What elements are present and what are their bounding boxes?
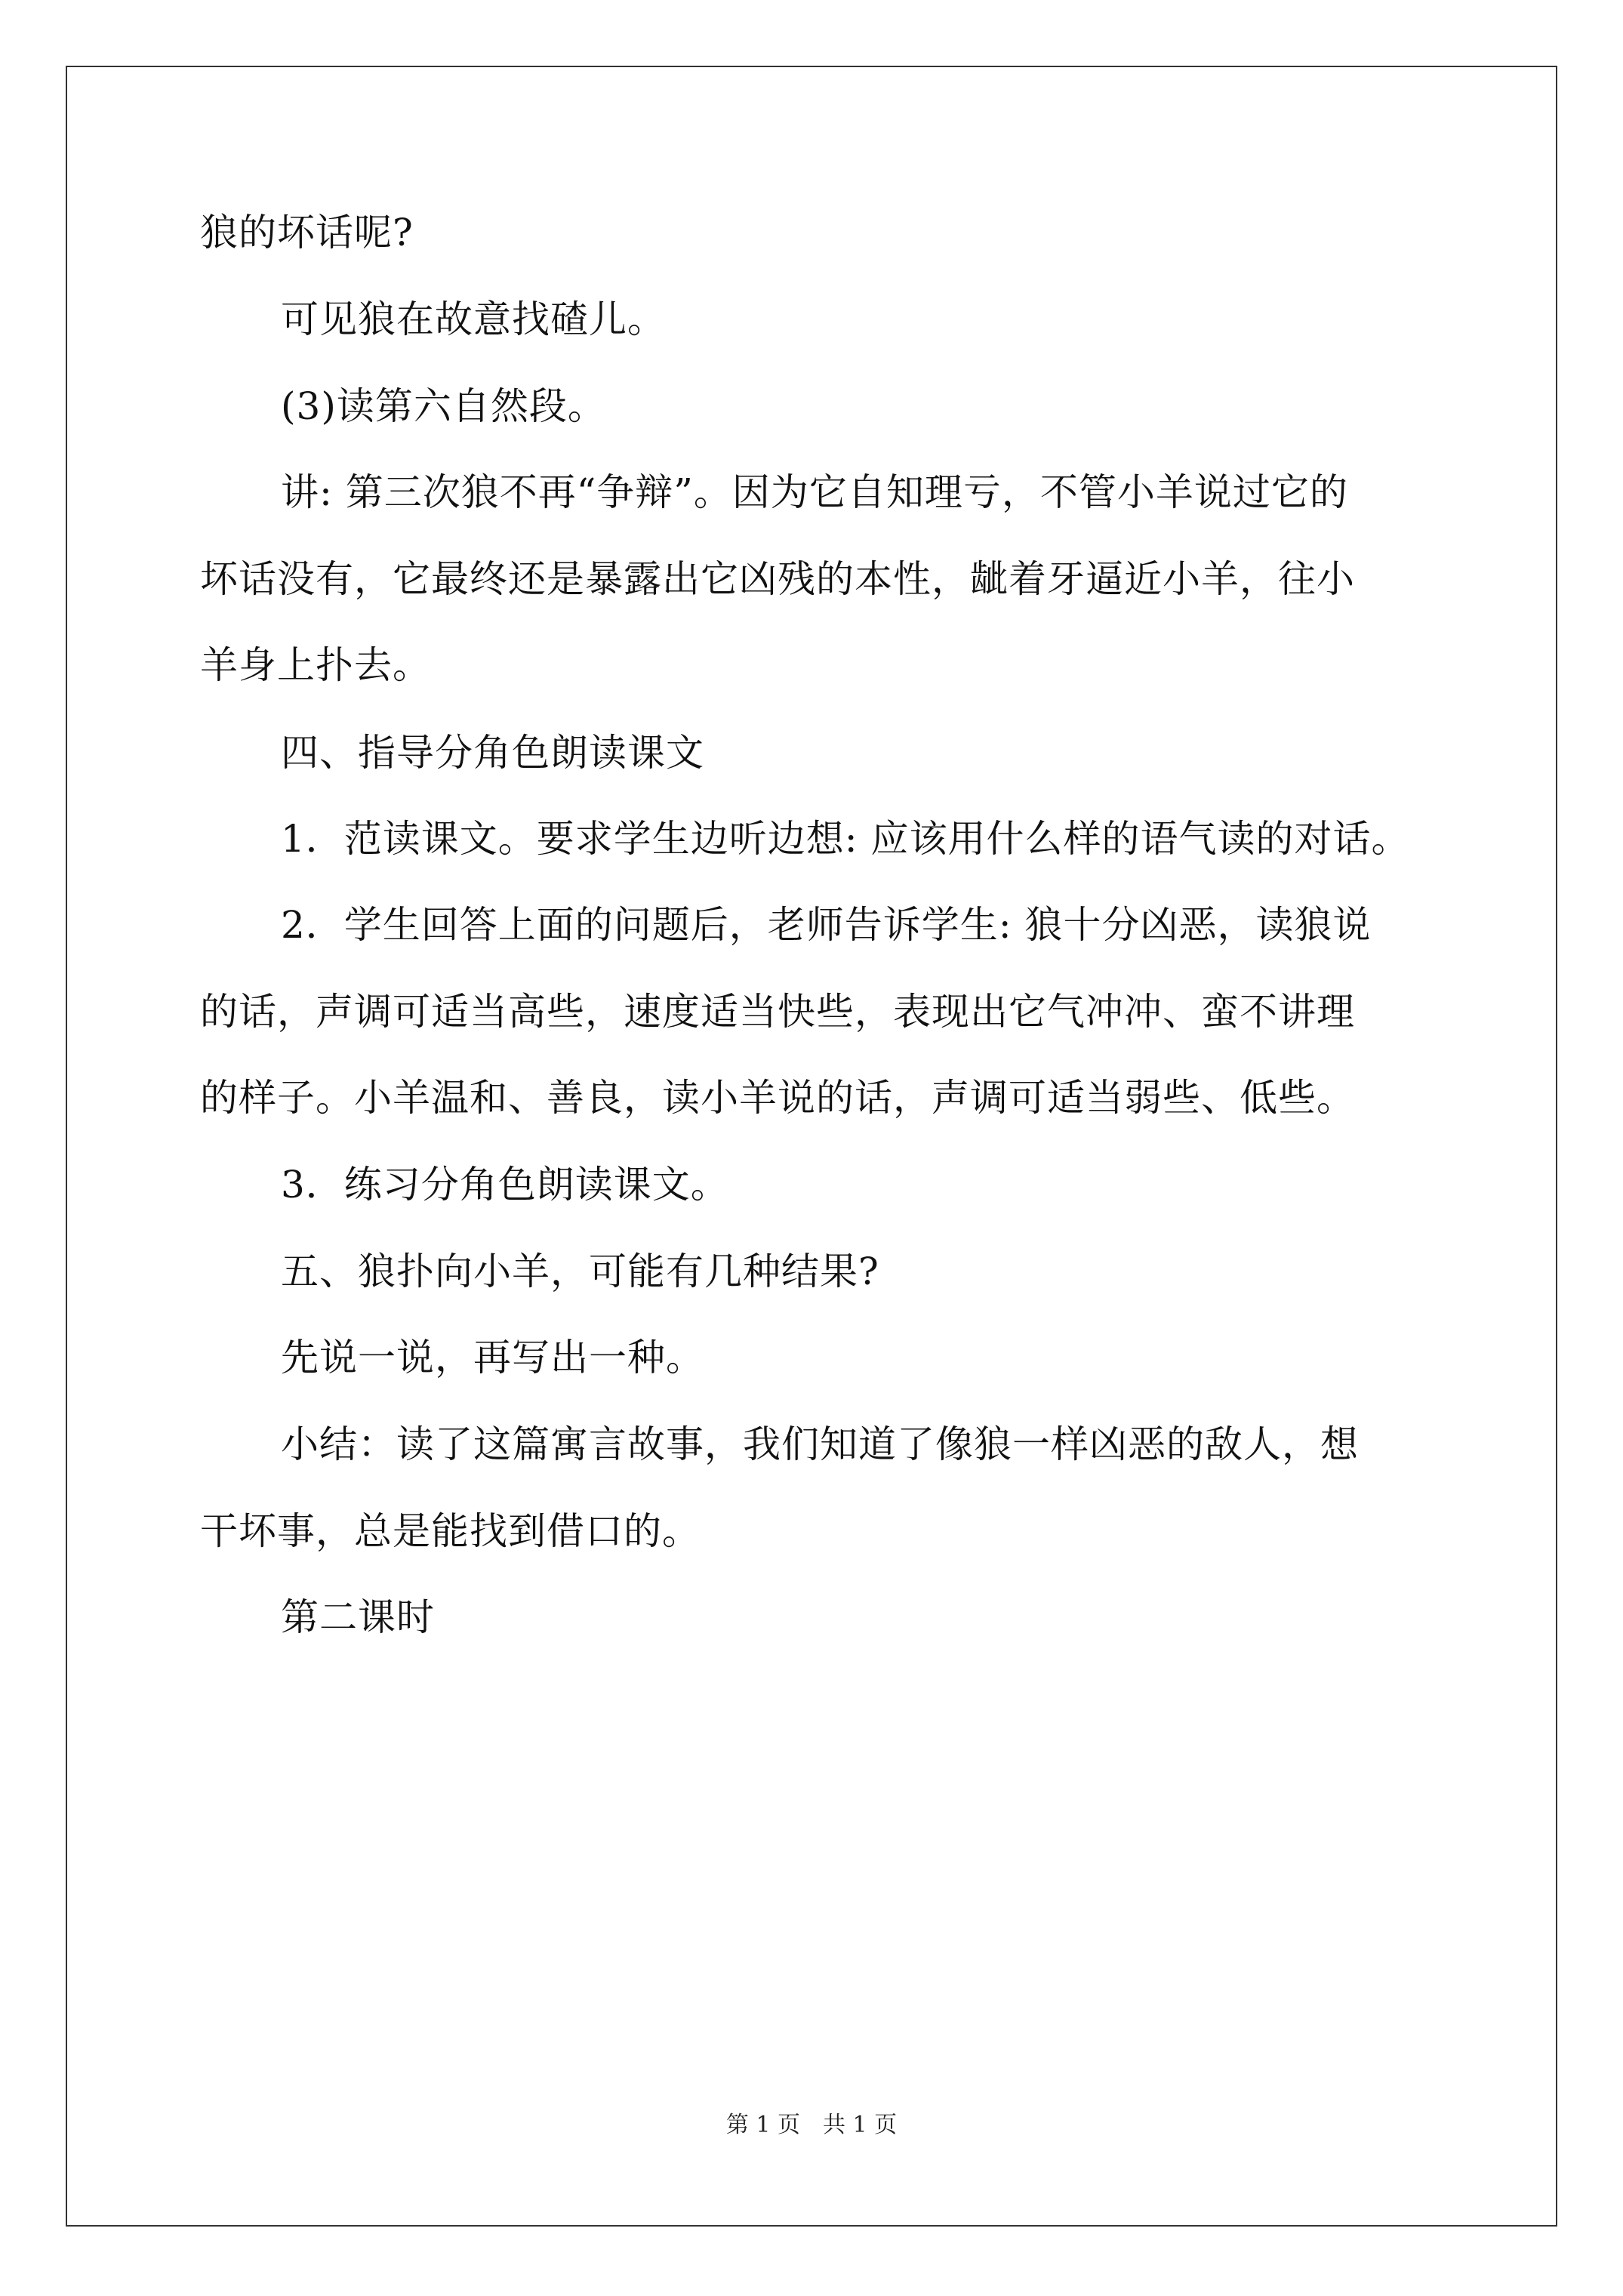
text-line-8: 1．范读课文。要求学生边听边想: 应该用什么样的语气读的对话。: [281, 817, 1410, 861]
text-line-4: 讲: 第三次狼不再“争辩”。因为它自知理亏，不管小羊说过它的: [281, 470, 1348, 514]
summary-line-2: 干坏事，总是能找到借口的。: [200, 1509, 701, 1553]
text-line-10: 的话，声调可适当高些，速度适当快些，表现出它气冲冲、蛮不讲理: [200, 990, 1355, 1034]
page-footer: 第 1 页 共 1 页: [725, 2112, 898, 2138]
section-heading-5: 五、狼扑向小羊，可能有几种结果?: [281, 1250, 879, 1293]
lesson-heading: 第二课时: [281, 1595, 435, 1639]
text-line-6: 羊身上扑去。: [200, 643, 431, 687]
text-line-9: 2．学生回答上面的问题后，老师告诉学生: 狼十分凶恶，读狼说: [281, 903, 1372, 947]
text-line-11: 的样子。小羊温和、善良，读小羊说的话，声调可适当弱些、低些。: [200, 1076, 1355, 1120]
text-line-5: 坏话没有，它最终还是暴露出它凶残的本性，龇着牙逼近小羊，往小: [200, 557, 1355, 601]
section-heading-4: 四、指导分角色朗读课文: [281, 731, 704, 775]
text-line-2: 可见狼在故意找碴儿。: [281, 297, 666, 341]
text-line-3: (3)读第六自然段。: [281, 384, 606, 428]
text-line-12: 3．练习分角色朗读课文。: [281, 1163, 729, 1207]
summary-line-1: 小结：读了这篇寓言故事，我们知道了像狼一样凶恶的敌人，想: [281, 1422, 1359, 1466]
text-line-1: 狼的坏话呢?: [200, 211, 414, 254]
text-line-14: 先说一说，再写出一种。: [281, 1336, 704, 1379]
